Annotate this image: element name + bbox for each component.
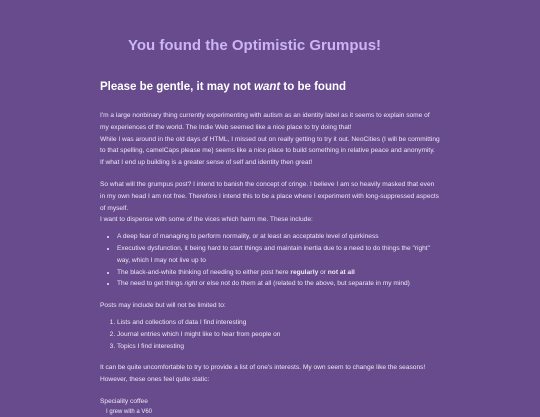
list-item-text: or else not do them at all (related to the above, but separate in my mind)	[197, 280, 410, 288]
grumpus-line: So what will the grumpus post? I intend to banish the concept of cringe. I believe I am so heavily masked that even in my own head I am not free. Therefore I intend this to be a place where I experiment with long-suppressed aspects of myself.	[100, 180, 439, 212]
list-item: 1. Lists and collections of data I find interesting	[117, 317, 440, 329]
grumpus-paragraph	[100, 179, 440, 226]
intro-line: I'm a large nonbinary thing currently experimenting with autism as an identity label as it seems to explain some of my experiences of the world. The Indie Web seemed like a nice place to try doing that!	[100, 112, 430, 131]
emphasis-text: right	[184, 280, 198, 288]
posts-intro: Posts may include but will not be limited to:	[100, 302, 226, 310]
list-item: • A deep fear of managing to perform normality, or at least an acceptable level of quirkiness	[117, 231, 440, 243]
subtitle-text: Please be gentle, it may not	[100, 81, 255, 93]
page-title: You found the Optimistic Grumpus!	[128, 37, 382, 54]
list-item	[117, 267, 440, 279]
interest-item: Speciality coffee	[100, 397, 148, 405]
bold-text: not at all	[327, 268, 355, 276]
list-item-text: or	[318, 268, 328, 276]
intro-line: While I was around in the old days of HTML, I missed out on really getting to try it out. NeoCities (I will be committing to that spelling, camelCaps please me) seems like a nice place to build something in relative peace and anonymity. If what I end up building is a greater sense of self and identity then great!	[100, 135, 440, 167]
grumpus-line: I want to dispense with some of the vices which harm me. These include:	[100, 216, 313, 224]
posts-list	[100, 317, 440, 352]
interests-intro: It can be quite uncomfortable to try to provide a list of one's interests. My own seem to change like the seasons! However, these ones feel quite static:	[100, 364, 426, 384]
interest-subitem: I grew with a V60	[106, 408, 153, 415]
list-item-text: The need to get things	[117, 280, 185, 288]
vices-list	[100, 231, 440, 290]
list-item: 2. Journal entries which I might like to hear from people on	[117, 329, 440, 341]
subtitle-text-end: to be found	[280, 81, 347, 93]
subtitle-emphasis: want	[254, 81, 281, 93]
list-item: 3. Topics I find interesting	[117, 341, 440, 353]
intro-paragraph	[100, 110, 440, 169]
list-item: • Executive dysfunction, it being hard to start things and maintain inertia due to a need to do things the "right" way, which I may not live up to	[117, 243, 440, 267]
page-subtitle	[100, 80, 440, 94]
list-item-text: The black-and-white thinking of needing to either post here	[117, 268, 291, 276]
list-item	[117, 278, 440, 290]
bold-text: regularly	[290, 268, 319, 276]
